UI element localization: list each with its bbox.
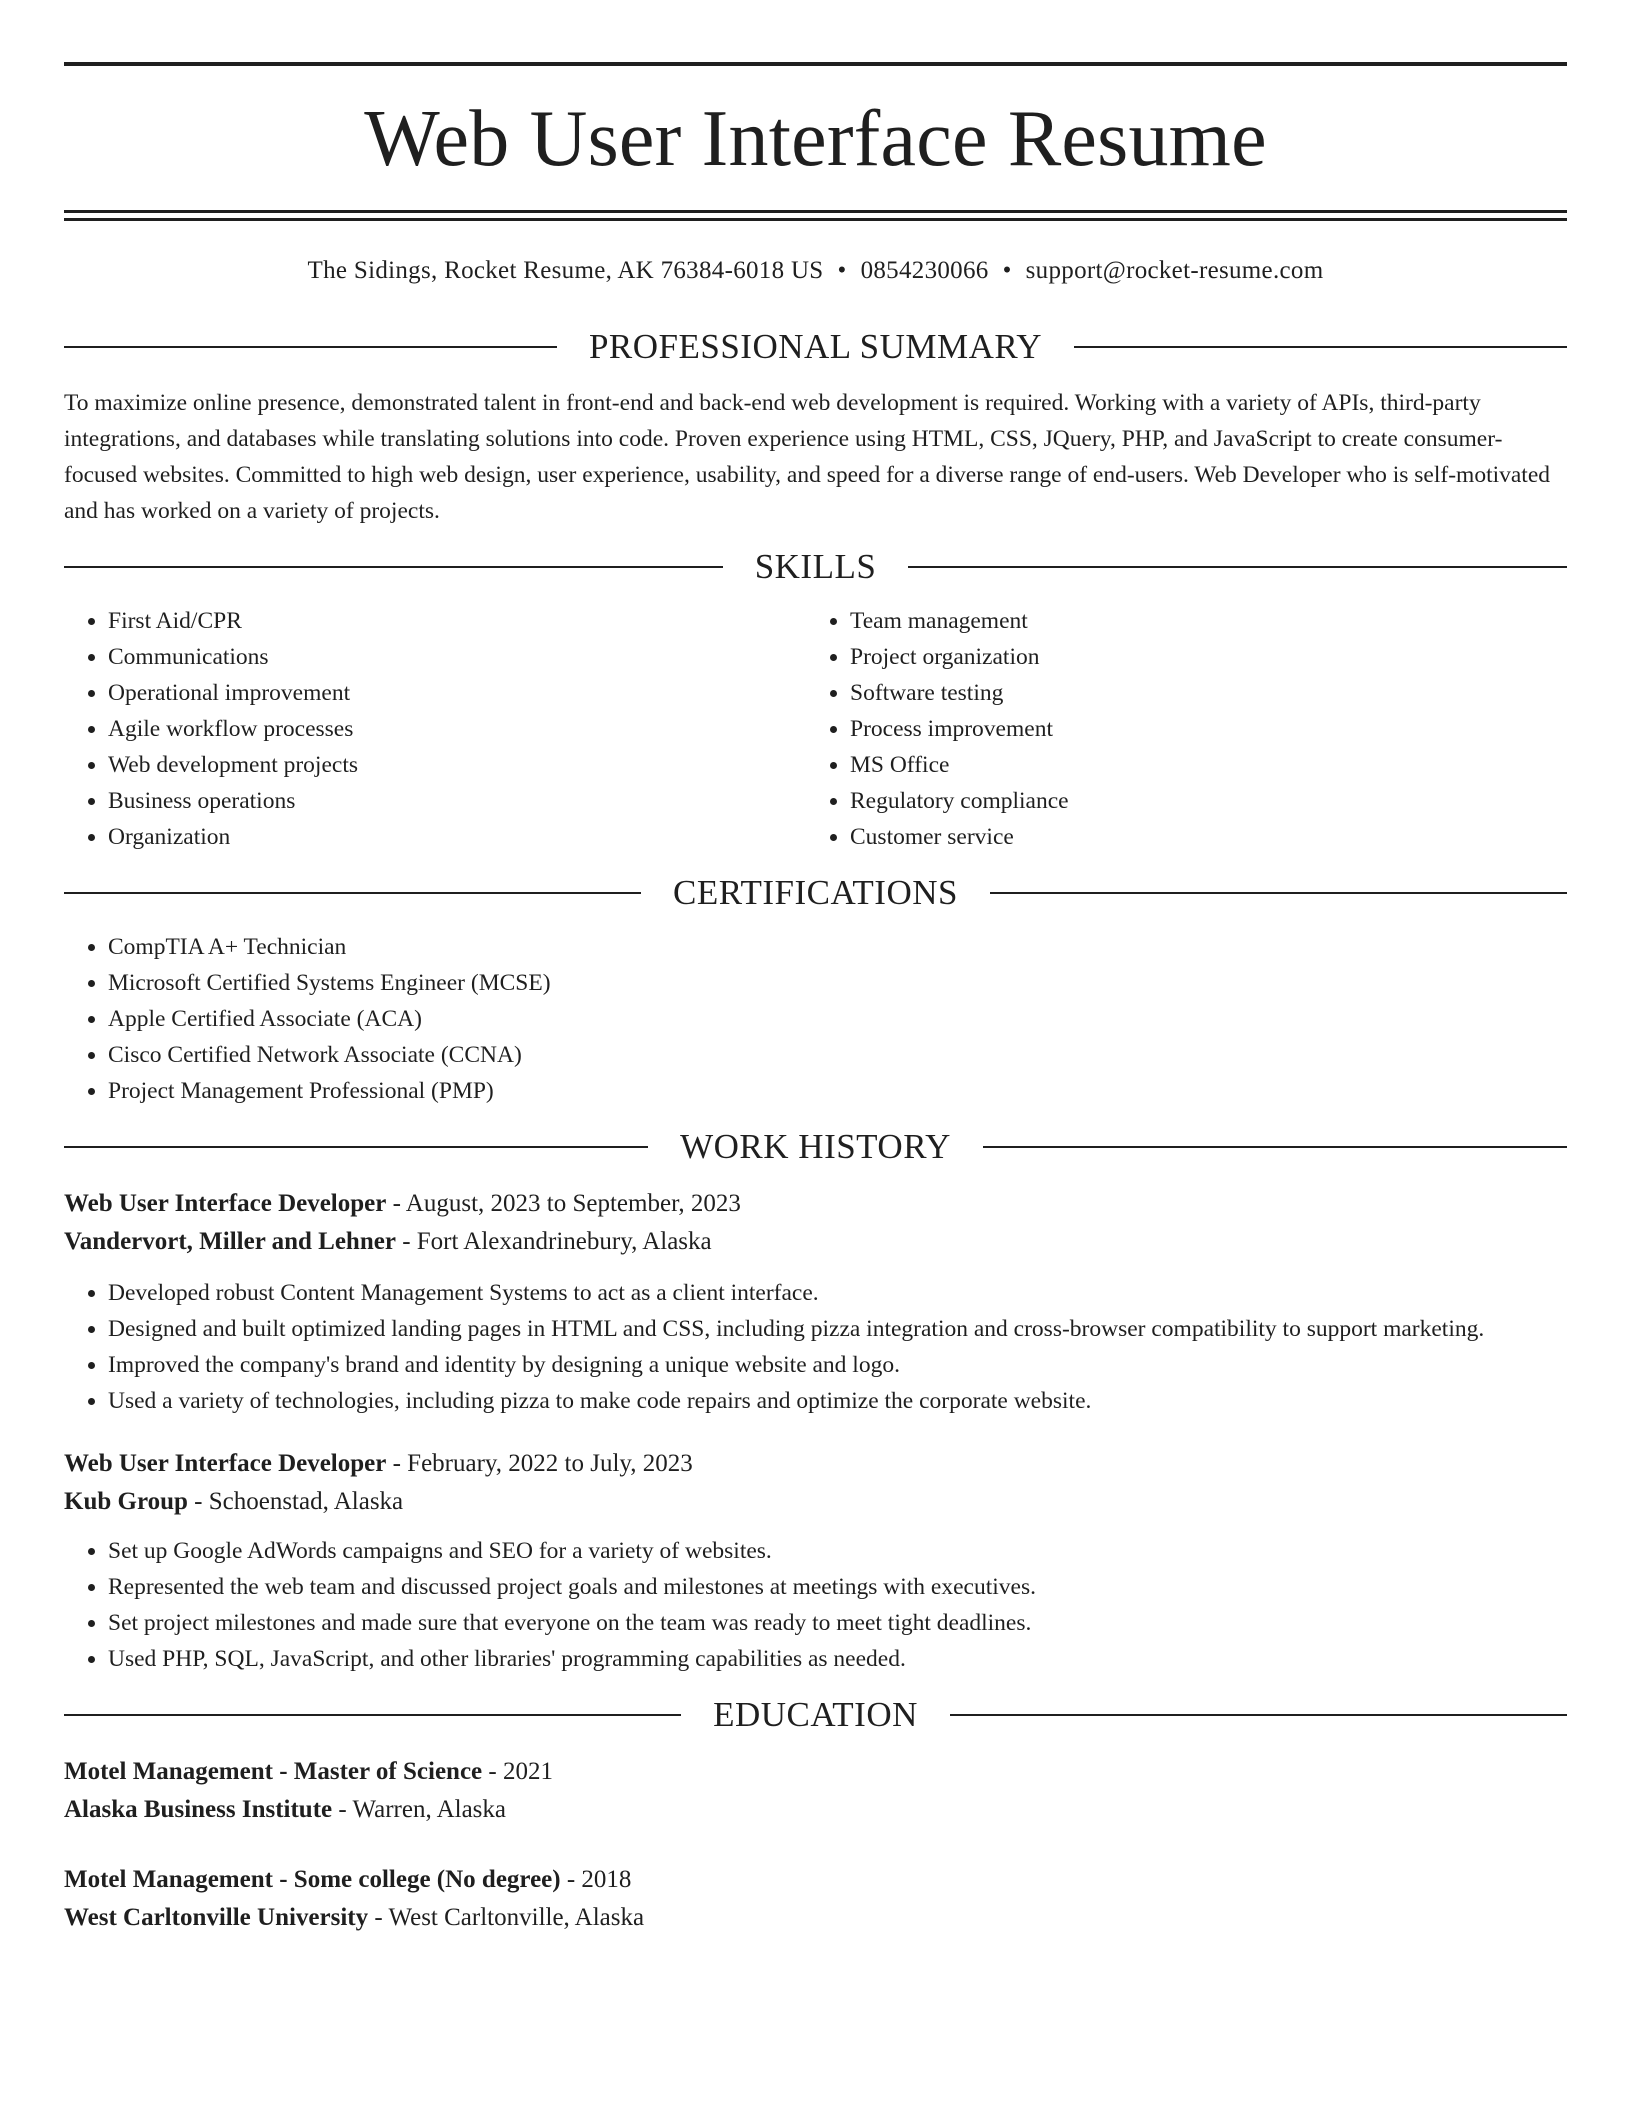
section-header-summary	[64, 327, 1567, 367]
title-double-rule	[64, 210, 1567, 221]
list-item: • Microsoft Certified Systems Engineer (MCSE)	[108, 965, 1567, 1001]
job-company: Kub Group	[64, 1488, 188, 1515]
section-rule	[64, 566, 723, 568]
list-item: • MS Office	[850, 747, 1548, 783]
section-title: CERTIFICATIONS	[673, 873, 958, 912]
list-item: • Software testing	[850, 675, 1548, 711]
job-title-line	[64, 1185, 1567, 1223]
contact-line	[64, 255, 1567, 287]
job-location: - Schoenstad, Alaska	[187, 1488, 404, 1515]
job-bullets	[64, 1533, 1567, 1677]
section-header-work-history	[64, 1127, 1567, 1167]
list-item: • Operational improvement	[108, 675, 806, 711]
resume-title: Web User Interface Resume	[364, 95, 1267, 183]
education-school-line	[64, 1791, 1567, 1829]
list-item: • Web development projects	[108, 747, 806, 783]
education-entry	[64, 1753, 1567, 1829]
section-rule	[64, 1146, 648, 1148]
list-item: • Project Management Professional (PMP)	[108, 1073, 1567, 1109]
skills-grid	[64, 603, 1567, 855]
summary-paragraph: To maximize online presence, demonstrated talent in front-end and back-end web development is required. Working with a variety of APIs, third-party integrations, and databases while translating solutions into code. Proven experience using HTML, CSS, JQuery, PHP, and JavaScript to create consumer-focused websites. Committed to high web design, user experience, usability, and speed for a diverse range of end-users. Web Developer who is self-motivated and has worked on a variety of projects.	[64, 390, 1551, 524]
section-rule	[908, 566, 1567, 568]
section-title: PROFESSIONAL SUMMARY	[588, 327, 1043, 366]
skills-list-left	[64, 603, 806, 855]
section-rule	[64, 1714, 681, 1716]
list-item: • Process improvement	[850, 711, 1548, 747]
job-location: - Fort Alexandrinebury, Alaska	[395, 1228, 712, 1255]
education-degree: Motel Management - Master of Science	[64, 1758, 483, 1785]
education-degree-line	[64, 1753, 1567, 1791]
section-header-education	[64, 1695, 1567, 1735]
list-item: • Used a variety of technologies, including pizza to make code repairs and optimize the corporate website.	[108, 1383, 1567, 1419]
list-item: • Communications	[108, 639, 806, 675]
education-school: Alaska Business Institute	[64, 1796, 333, 1823]
list-item: • Improved the company's brand and identity by designing a unique website and logo.	[108, 1347, 1567, 1383]
education-year: - 2021	[482, 1758, 553, 1785]
skills-column-right	[806, 603, 1548, 855]
contact-separator: •	[1002, 257, 1012, 284]
skills-list-right	[806, 603, 1548, 855]
education-degree: Motel Management - Some college (No degree)	[64, 1866, 561, 1893]
job-title: Web User Interface Developer	[64, 1190, 387, 1217]
section-header-certifications	[64, 873, 1567, 913]
list-item: • Regulatory compliance	[850, 783, 1548, 819]
education-entry	[64, 1861, 1567, 1937]
section-title: WORK HISTORY	[680, 1127, 951, 1166]
list-item: • First Aid/CPR	[108, 603, 806, 639]
job-title: Web User Interface Developer	[64, 1450, 387, 1477]
list-item: • CompTIA A+ Technician	[108, 929, 1567, 965]
education-location: - Warren, Alaska	[332, 1796, 506, 1823]
education-year: - 2018	[560, 1866, 632, 1893]
list-item: • Cisco Certified Network Associate (CCNA)	[108, 1037, 1567, 1073]
job-bullets	[64, 1275, 1567, 1419]
job-company-line	[64, 1483, 1567, 1521]
list-item: • Represented the web team and discussed project goals and milestones at meetings with executives.	[108, 1569, 1567, 1605]
section-header-skills	[64, 547, 1567, 587]
job-company: Vandervort, Miller and Lehner	[64, 1228, 396, 1255]
contact-email: support@rocket-resume.com	[1025, 257, 1324, 284]
section-title: SKILLS	[754, 547, 877, 586]
job-entry	[64, 1445, 1567, 1677]
list-item: • Apple Certified Associate (ACA)	[108, 1001, 1567, 1037]
top-rule	[64, 62, 1567, 66]
education-location: - West Carltonville, Alaska	[368, 1904, 645, 1931]
list-item: • Customer service	[850, 819, 1548, 855]
list-item: • Project organization	[850, 639, 1548, 675]
list-item: • Organization	[108, 819, 806, 855]
list-item: • Agile workflow processes	[108, 711, 806, 747]
list-item: • Set up Google AdWords campaigns and SEO for a variety of websites.	[108, 1533, 1567, 1569]
section-rule	[990, 892, 1567, 894]
section-rule	[64, 346, 557, 348]
section-rule	[64, 892, 641, 894]
skills-column-left	[64, 603, 806, 855]
section-rule	[1074, 346, 1567, 348]
list-item: • Set project milestones and made sure that everyone on the team was ready to meet tight deadlines.	[108, 1605, 1567, 1641]
job-dates: - August, 2023 to September, 2023	[386, 1190, 741, 1217]
job-title-line	[64, 1445, 1567, 1483]
job-dates: - February, 2022 to July, 2023	[386, 1450, 693, 1477]
job-company-line	[64, 1223, 1567, 1261]
contact-address: The Sidings, Rocket Resume, AK 76384-6018 US	[307, 257, 824, 284]
resume-page	[64, 62, 1567, 1937]
list-item: • Designed and built optimized landing pages in HTML and CSS, including pizza integration and cross-browser compatibility to support marketing.	[108, 1311, 1567, 1347]
section-rule	[950, 1714, 1567, 1716]
contact-phone: 0854230066	[860, 257, 989, 284]
job-entry	[64, 1185, 1567, 1419]
list-item: • Developed robust Content Management Systems to act as a client interface.	[108, 1275, 1567, 1311]
section-title: EDUCATION	[713, 1695, 918, 1734]
section-rule	[983, 1146, 1567, 1148]
list-item: • Business operations	[108, 783, 806, 819]
education-school: West Carltonville University	[64, 1904, 369, 1931]
certifications-list	[64, 929, 1567, 1109]
list-item: • Used PHP, SQL, JavaScript, and other libraries' programming capabilities as needed.	[108, 1641, 1567, 1677]
list-item: • Team management	[850, 603, 1548, 639]
contact-separator: •	[837, 257, 847, 284]
education-school-line	[64, 1899, 1567, 1937]
education-degree-line	[64, 1861, 1567, 1899]
certifications-block	[64, 929, 1567, 1109]
